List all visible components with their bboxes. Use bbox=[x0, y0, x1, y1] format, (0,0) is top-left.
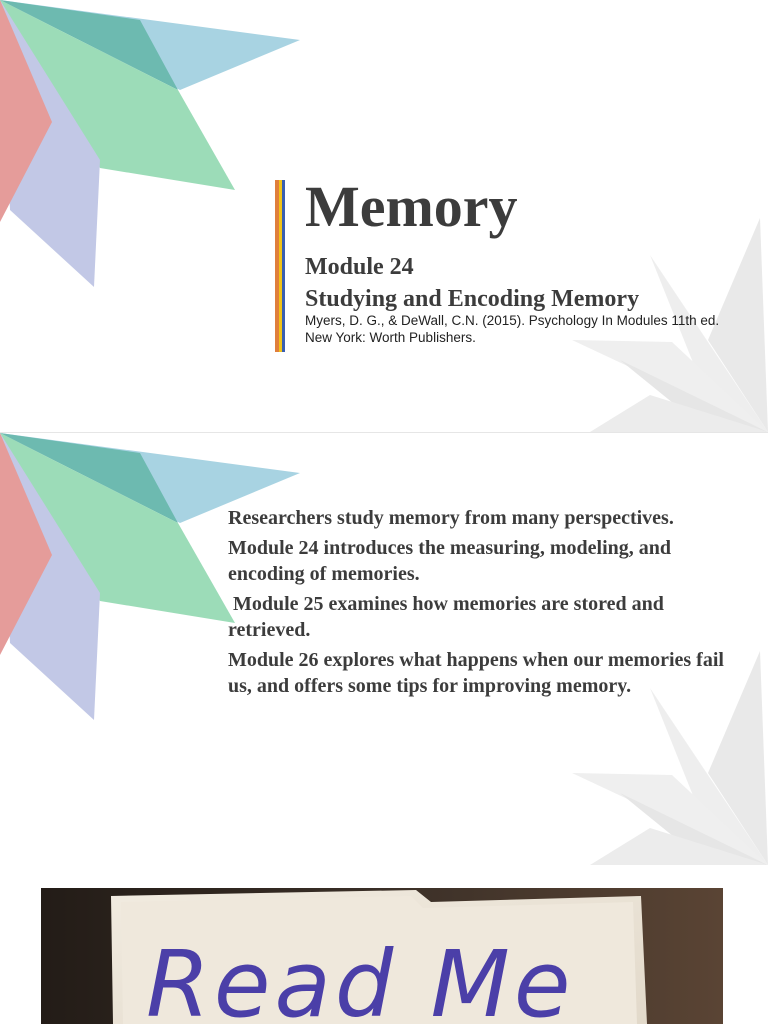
paragraph-4: Module 26 explores what happens when our memories fail us, and offers some tips for improving memory. bbox=[228, 649, 724, 697]
citation: Myers, D. G., & DeWall, C.N. (2015). Psychology In Modules 11th ed. New York: Worth Publishers. bbox=[305, 313, 720, 345]
paragraph-2: Module 24 introduces the measuring, modeling, and encoding of memories. bbox=[228, 537, 671, 585]
overview-body bbox=[228, 505, 728, 703]
overview-slide bbox=[0, 433, 768, 865]
title-accent-bars bbox=[275, 180, 285, 352]
title-slide bbox=[0, 0, 768, 432]
read-me-photo bbox=[41, 888, 723, 1024]
paragraph-1: Researchers study memory from many perspectives. bbox=[228, 507, 674, 529]
read-me-photo-slide bbox=[41, 888, 723, 1024]
module-number: Module 24 bbox=[305, 254, 414, 280]
slide-title: Memory bbox=[305, 174, 518, 239]
handwritten-read-me: Read Me bbox=[146, 931, 575, 1024]
paragraph-3: Module 25 examines how memories are stored and retrieved. bbox=[228, 593, 669, 641]
module-topic: Studying and Encoding Memory bbox=[305, 286, 640, 312]
